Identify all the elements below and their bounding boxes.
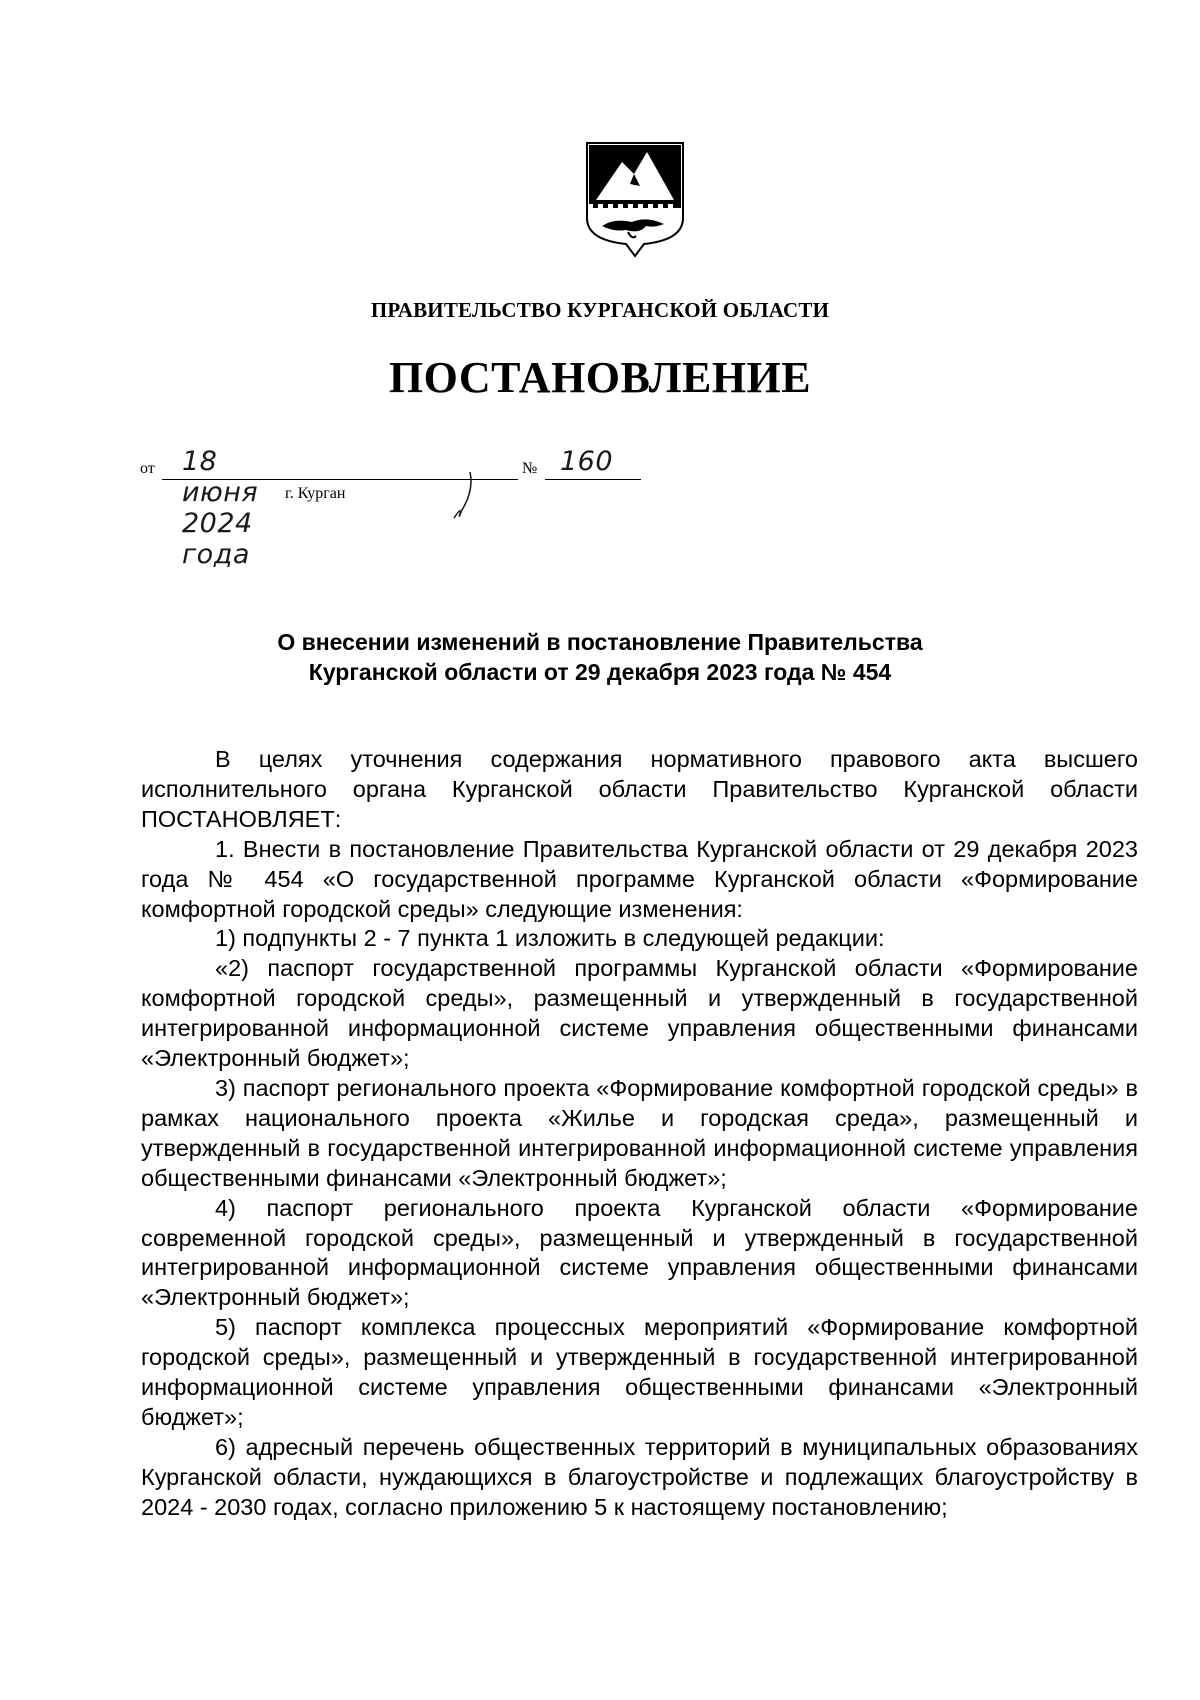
city-label: г. Курган xyxy=(285,485,346,502)
document-type: ПОСТАНОВЛЕНИЕ xyxy=(388,353,812,402)
title-line-2: Курганской области от 29 декабря 2023 года № 454 xyxy=(308,659,892,685)
paragraph-subitem-1: 1) подпункты 2 - 7 пункта 1 изложить в следующей редакции: xyxy=(215,925,885,952)
title-line-1: О внесении изменений в постановление Правительства xyxy=(277,629,923,655)
document-title xyxy=(0,627,1200,687)
number-underline xyxy=(545,479,641,480)
paragraph-subitem-3: 3) паспорт регионального проекта «Формирование комфортной городской среды» в рамках национального проекта «Жилье и городская среда», размещенный и утвержденный в государственной интегрированной информационной системе управления общественными финансами «Электронный бюджет»; xyxy=(141,1074,1138,1191)
paragraph-preamble: В целях уточнения содержания нормативного правового акта высшего исполнительного органа Курганской области Правительство Курганской области ПОСТАНОВЛЯЕТ: xyxy=(141,746,1138,832)
handwritten-number: 160 xyxy=(560,446,614,477)
document-body xyxy=(141,745,1138,1523)
paragraph-item-1: 1. Внести в постановление Правительства Курганской области от 29 декабря 2023 года № 454 «О государственной программе Курганской области «Формирование комфортной городской среды» следующие изменения: xyxy=(141,835,1138,922)
number-label: № xyxy=(522,460,538,477)
paragraph-subitem-4: 4) паспорт регионального проекта Курганской области «Формирование современной городской среды», размещенный и утвержденный в государственной интегрированной информационной системе управления общественными финансами «Электронный бюджет»; xyxy=(141,1194,1138,1311)
coat-of-arms-icon xyxy=(584,140,686,258)
paragraph-subitem-2: «2) паспорт государственной программы Курганской области «Формирование комфортной городской среды», размещенный и утвержденный в государственной интегрированной информационной системе управления общественными финансами «Электронный бюджет»; xyxy=(141,955,1138,1072)
paragraph-subitem-6: 6) адресный перечень общественных территорий в муниципальных образованиях Курганской области, нуждающихся в благоустройстве и подлежащих благоустройству в 2024 - 2030 годах, согласно приложению 5 к настоящему постановлению; xyxy=(141,1433,1138,1520)
signature-flourish-icon xyxy=(448,470,478,522)
from-label: от xyxy=(140,460,155,477)
handwritten-date: 18 июня 2024 года xyxy=(182,446,259,570)
government-name: ПРАВИТЕЛЬСТВО КУРГАНСКОЙ ОБЛАСТИ xyxy=(370,298,830,322)
paragraph-subitem-5: 5) паспорт комплекса процессных мероприятий «Формирование комфортной городской среды», размещенный и утвержденный в государственной интегрированной информационной системе управления общественными финансами «Электронный бюджет»; xyxy=(141,1314,1138,1430)
